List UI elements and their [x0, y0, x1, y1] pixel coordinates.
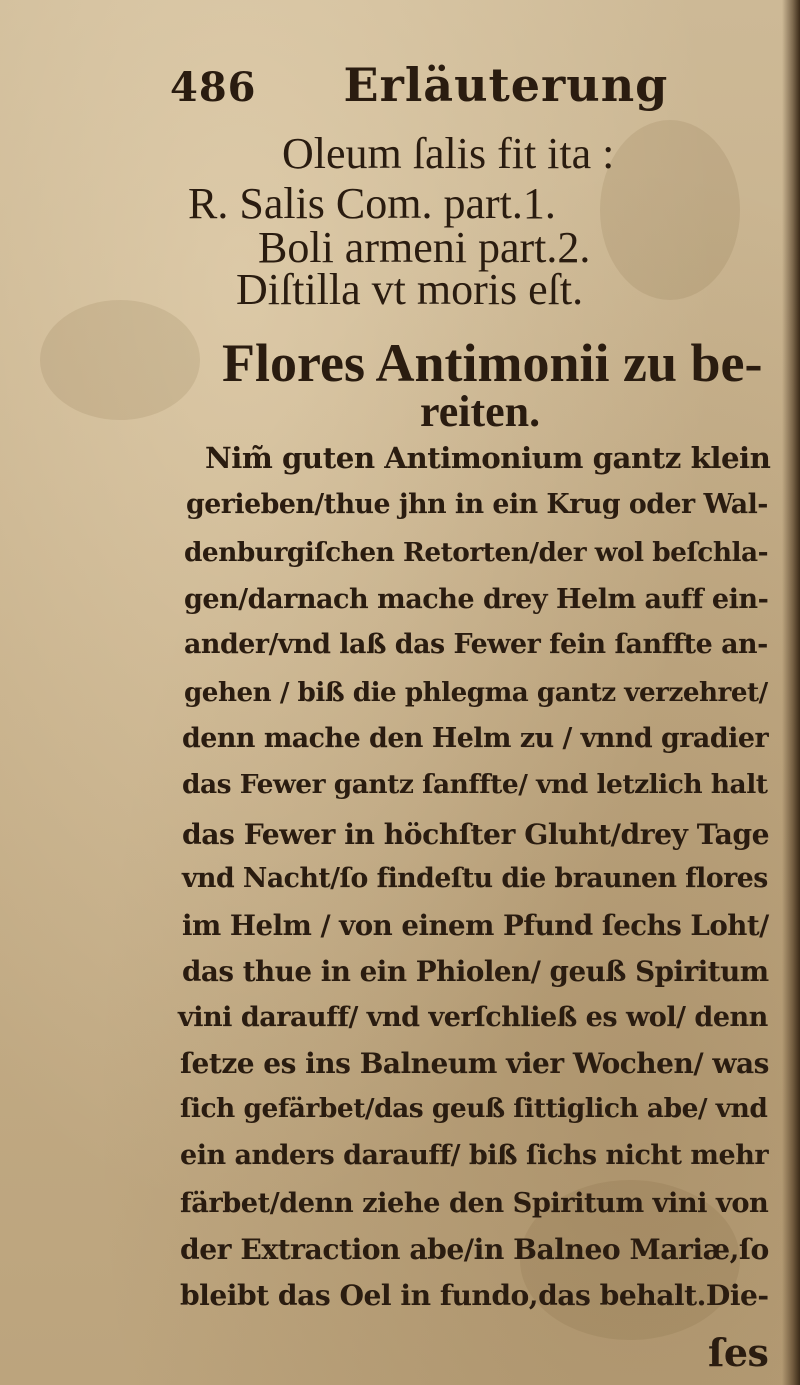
body-line: das Fewer gantz ſanffte/ vnd letzlich halt [182, 769, 768, 800]
body-line: ein anders darauff/ biß ſichs nicht mehr [180, 1140, 769, 1171]
body-line: denburgiſchen Retorten/der wol beſchla- [184, 537, 769, 568]
recipe-line: Boli armeni part.2. [258, 223, 591, 272]
body-line: ſetze es ins Balneum vier Wochen/ was [180, 1047, 769, 1080]
body-line: ſich gefärbet/das geuß ſittiglich abe/ vnd [180, 1093, 768, 1124]
page-edge-shadow [782, 0, 800, 1385]
body-line: gen/darnach mache drey Helm auff ein- [184, 584, 769, 615]
catchword: ſes [708, 1330, 769, 1375]
paper-stain [600, 120, 740, 300]
body-line: gehen / biß die phlegma gantz verzehret/ [184, 677, 768, 708]
body-line: färbet/denn ziehe den Spiritum vini von [180, 1187, 769, 1219]
body-line: denn mache den Helm zu / vnnd gradier [182, 723, 769, 754]
running-title: Erläuterung [343, 58, 669, 112]
paper-stain [40, 300, 200, 420]
body-line: gerieben/thue jhn in ein Krug oder Wal- [186, 489, 768, 520]
page-header [170, 58, 669, 112]
body-line: der Extraction abe/in Balneo Mariæ,ſo [180, 1233, 769, 1266]
body-line: das Fewer in höchſter Gluht/drey Tage [182, 817, 770, 851]
recipe-line: Oleum ſalis fit ita : [282, 129, 615, 178]
section-title: Flores Antimonii zu be- [222, 333, 763, 393]
body-line: das thue in ein Phiolen/ geuß Spiritum [182, 955, 769, 988]
body-line: vini darauff/ vnd verſchließ es wol/ denn [178, 1002, 768, 1033]
body-line: ander/vnd laß das Fewer fein ſanffte an- [184, 629, 768, 660]
body-line: im Helm / von einem Pfund ſechs Loht/ [182, 909, 769, 942]
body-line: bleibt das Oel in fundo,das behalt.Die- [180, 1279, 769, 1312]
section-title-continued: reiten. [420, 387, 541, 436]
body-line: Nim̃ guten Antimonium gantz klein [205, 441, 771, 475]
recipe-line: Diſtilla vt moris eſt. [236, 265, 584, 314]
page-number: 486 [170, 64, 257, 111]
body-line: vnd Nacht/ſo findeſtu die braunen flores [182, 863, 768, 894]
recipe-line: R. Salis Com. part.1. [188, 179, 556, 228]
